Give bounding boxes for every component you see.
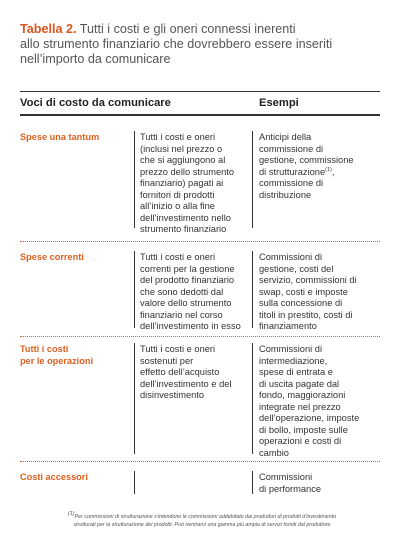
category-line: per le operazioni — [20, 355, 94, 366]
line-text: di strutturazione — [259, 166, 326, 177]
line-text: fornitori di prodotti — [140, 189, 215, 200]
line-text: cambio — [259, 447, 289, 458]
row-examples — [259, 344, 379, 459]
line-text: servizio, commissioni di — [259, 275, 357, 285]
line-text: spese di entrata e — [259, 367, 333, 377]
title-line-3: nell’importo da comunicare — [20, 52, 171, 67]
example-line — [259, 436, 379, 448]
example-line — [259, 413, 379, 425]
line-text: distribuzione — [259, 189, 312, 200]
example-line — [259, 425, 379, 437]
title-line-2: allo strumento finanziario che dovrebbero essere inseriti — [20, 37, 333, 52]
line-text: gestione, commissione — [259, 155, 354, 165]
footnote-line-2: strutturati per la strutturazione dei prodotti. Può rientrarvi una gamma più ampia di servizi forniti dal produttore — [73, 522, 331, 528]
line-text: dell’investimento nello — [140, 212, 231, 223]
footnote-ref: (1) — [325, 166, 332, 173]
row-separator — [20, 241, 380, 242]
example-line — [259, 310, 379, 322]
line-text: Tutti i costi e oneri — [140, 252, 216, 262]
example-line — [259, 155, 379, 167]
line-text: di uscita pagate dal — [259, 378, 340, 389]
example-line: di strutturazione$^{(1)}$, — [259, 166, 335, 177]
line-text: dell’investimento in esso — [140, 321, 241, 331]
category-line: Spese una tantum — [20, 132, 100, 142]
table-title — [20, 22, 390, 68]
example-line — [259, 287, 379, 299]
example-line — [259, 379, 379, 391]
row-category — [20, 252, 84, 264]
line-text: dell’operazione, imposte — [259, 413, 360, 423]
example-line — [259, 298, 379, 310]
description-line — [140, 390, 255, 402]
line-text: Anticipi della — [259, 132, 312, 142]
row-description — [140, 344, 255, 402]
category-line: Spese correnti — [20, 252, 84, 262]
row-description — [140, 252, 255, 333]
column-divider — [252, 471, 253, 494]
example-line — [259, 264, 379, 276]
description-line — [140, 367, 255, 379]
example-line — [259, 484, 379, 496]
row-examples — [259, 252, 379, 333]
line-text: valore dello strumento — [140, 298, 232, 308]
footnote-line-1 — [22, 513, 382, 521]
column-divider — [252, 343, 253, 454]
line-text: operazioni e costi di — [259, 436, 342, 446]
line-text: integrate nel prezzo — [259, 401, 341, 412]
line-text: di bollo, imposte sulle — [259, 424, 348, 435]
line-text: finanziario) pagati ai — [140, 178, 224, 188]
example-line — [259, 190, 379, 202]
row-examples — [259, 132, 379, 201]
example-line — [259, 448, 379, 460]
description-line — [140, 201, 255, 213]
line-text: (inclusi nel prezzo o — [140, 143, 223, 154]
example-line — [259, 472, 379, 484]
line-text: sulla concessione di — [259, 298, 343, 308]
header-voci: Voci di costo da comunicare — [20, 97, 171, 109]
example-line — [259, 367, 379, 379]
row-separator — [20, 336, 380, 337]
description-line — [140, 132, 255, 144]
line-text: finanziamento — [259, 321, 317, 331]
footnote — [22, 513, 382, 529]
example-line — [259, 178, 379, 190]
line-text: all’inizio o alla fine — [140, 201, 215, 211]
column-divider — [134, 131, 135, 228]
line-text: effetto dell’acquisto — [140, 367, 220, 377]
description-line — [140, 213, 255, 225]
row-category — [20, 344, 93, 367]
row-category — [20, 472, 88, 484]
description-line — [140, 356, 255, 368]
line-text: Commissioni di — [259, 344, 323, 354]
description-line — [140, 190, 255, 202]
example-line — [259, 402, 379, 414]
line-text: commissione di — [259, 143, 324, 154]
line-text: Commissioni — [259, 472, 313, 482]
line-text: Tutti i costi e oneri — [140, 132, 216, 142]
line-text: sostenuti per — [140, 355, 194, 366]
line-text: prezzo dello strumento — [140, 166, 235, 177]
description-line — [140, 287, 255, 299]
description-line — [140, 298, 255, 310]
line-text: swap, costi e imposte — [259, 286, 348, 297]
example-line — [259, 344, 379, 356]
line-text: che si aggiungono al — [140, 155, 226, 165]
category-line: Costi accessori — [20, 472, 88, 482]
example-line — [259, 132, 379, 144]
line-text: del prodotto finanziario — [140, 275, 235, 285]
row-separator — [20, 461, 380, 462]
description-line — [140, 310, 255, 322]
description-line — [140, 167, 255, 179]
footnote-marker: (1) — [67, 511, 75, 518]
description-line — [140, 275, 255, 287]
line-text: disinvestimento — [140, 390, 205, 400]
row-examples — [259, 472, 379, 495]
line-text: intermediazione, — [259, 355, 328, 366]
line-text: titoli in prestito, costi di — [259, 309, 353, 320]
example-line — [259, 144, 379, 156]
description-line — [140, 379, 255, 391]
line-text: Tutti i costi e oneri — [140, 344, 216, 354]
header-bottom-rule — [20, 114, 380, 116]
line-text: gestione, costi del — [259, 263, 334, 274]
line-text: commissione di — [259, 178, 324, 188]
description-line — [140, 224, 255, 236]
example-line — [259, 275, 379, 287]
example-line — [259, 252, 379, 264]
description-line — [140, 252, 255, 264]
line-text: correnti per la gestione — [140, 263, 235, 274]
row-description — [140, 132, 255, 236]
column-divider — [252, 251, 253, 328]
description-line — [140, 264, 255, 276]
example-line — [259, 321, 379, 333]
row-category — [20, 132, 99, 144]
line-text: Commissioni di — [259, 252, 323, 262]
description-line — [140, 144, 255, 156]
line-text: strumento finanziario — [140, 224, 227, 234]
example-line — [259, 356, 379, 368]
column-divider — [134, 251, 135, 328]
footnote-text-1: Per commissioni di strutturazione s’intendono le commissioni addebitate dai produttori di prodotti d’investimento — [74, 514, 337, 520]
line-text: fondo, maggiorazioni — [259, 390, 346, 400]
title-line-1: Tutti i costi e gli oneri connessi inerenti — [79, 22, 296, 36]
header-top-rule — [20, 91, 380, 92]
line-text: dell’investimento e del — [140, 378, 232, 389]
column-divider — [134, 343, 135, 454]
description-line — [140, 155, 255, 167]
category-line: Tutti i costi — [20, 344, 69, 354]
example-line — [259, 390, 379, 402]
line-text: di performance — [259, 483, 322, 494]
line-text: finanziario nel corso — [140, 309, 223, 320]
column-divider — [252, 131, 253, 228]
table-number: Tabella 2. — [20, 22, 77, 36]
description-line — [140, 321, 255, 333]
description-line — [140, 178, 255, 190]
header-esempi: Esempi — [259, 97, 299, 109]
description-line — [140, 344, 255, 356]
column-divider — [134, 471, 135, 494]
line-text: che sono dedotti dal — [140, 286, 224, 297]
